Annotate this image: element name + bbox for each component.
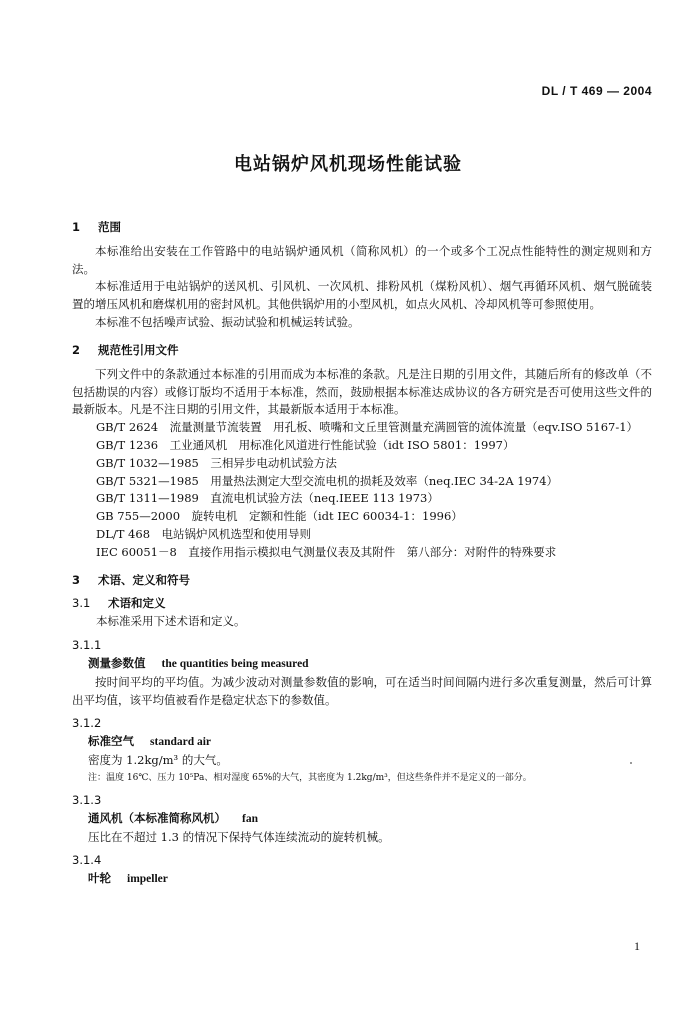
section-heading-normative: [72, 342, 652, 360]
subsection-heading: [72, 595, 652, 613]
reference-list: [72, 419, 652, 562]
scope-paragraph: 本标准不包括噪声试验、振动试验和机械运转试验。: [95, 315, 360, 330]
term-en: fan: [242, 812, 258, 825]
term-note: 注：温度 16℃、压力 10⁵Pa、相对湿度 65%的大气，其密度为 1.2kg/m³，但这些条件并不是定义的一部分。: [88, 772, 532, 783]
reference-item: GB 755—2000 旋转电机 定额和性能（idt IEC 60034-1：1996）: [96, 509, 463, 524]
section-number: 1: [72, 220, 81, 234]
page-number: 1: [634, 939, 640, 953]
subsection-number: 3.1: [72, 596, 91, 611]
term-title: [72, 655, 652, 674]
standard-code: DL / T 469 — 2004: [541, 84, 652, 98]
section-title: 范围: [98, 220, 122, 234]
term-en: the quantities being measured: [161, 657, 309, 670]
term-definition: 按时间平均的平均值。为减少波动对测量参数值的影响，可在适当时间间隔内进行多次重复测量，然后可计算出平均值，该平均值被看作是稳定状态下的参数值。: [72, 674, 652, 707]
subsection-text: 本标准采用下述术语和定义。: [96, 614, 246, 629]
term-zh: 通风机（本标准简称风机）: [88, 810, 226, 825]
scope-paragraph: 本标准给出安装在工作管路中的电站锅炉通风机（简称风机）的一个或多个工况点性能特性的测定规则和方法。: [72, 243, 652, 276]
term-definition: 密度为 1.2kg/m³ 的大气。: [88, 752, 228, 767]
normative-intro: 下列文件中的条款通过本标准的引用而成为本标准的条款。凡是注日期的引用文件，其随后所有的修改单（不包括勘误的内容）或修订版均不适用于本标准，然而，鼓励根据本标准达成协议的各方研究是否可使用这些文件的最新版本。凡是不注日期的引用文件，其最新版本适用于本标准。: [72, 366, 652, 417]
term-zh: 叶轮: [88, 871, 111, 886]
term-definition: 压比在不超过 1.3 的情况下保持气体连续流动的旋转机械。: [88, 829, 390, 844]
reference-item: GB/T 2624 流量测量节流装置 用孔板、喷嘴和文丘里管测量充满圆管的流体流量（eqv.ISO 5167-1）: [96, 420, 639, 435]
section-heading-terms: [72, 572, 652, 590]
term-number: 3.1.2: [72, 716, 102, 731]
section-title: 规范性引用文件: [98, 342, 179, 357]
section-heading-scope: [72, 219, 652, 237]
term-title: [72, 810, 652, 829]
subsection-title: 术语和定义: [108, 596, 166, 611]
term-title: [72, 733, 652, 752]
reference-item: GB/T 1311—1989 直流电机试验方法（neq.IEEE 113 1973）: [96, 491, 439, 506]
term-zh: 测量参数值: [88, 655, 146, 670]
section-title: 术语、定义和符号: [98, 572, 191, 587]
term-number: 3.1.4: [72, 853, 102, 868]
scope-paragraph: 本标准适用于电站锅炉的送风机、引风机、一次风机、排粉风机（煤粉风机）、烟气再循环风机、烟气脱硫装置的增压风机和磨煤机用的密封风机。其他供锅炉用的小型风机，如点火风机、冷却风机等可参照使用。: [72, 279, 652, 312]
term-zh: 标准空气: [88, 734, 134, 749]
document-title: 电站锅炉风机现场性能试验: [234, 154, 462, 175]
scan-mark: [630, 762, 632, 764]
section-number: 2: [72, 342, 81, 357]
reference-item: IEC 60051－8 直接作用指示模拟电气测量仪表及其附件 第八部分：对附件的特殊要求: [96, 544, 557, 559]
term-en: standard air: [150, 736, 212, 749]
document-body: [72, 213, 652, 889]
term-number: 3.1.1: [72, 638, 102, 653]
term-title: [72, 870, 652, 889]
reference-item: GB/T 5321—1985 用量热法测定大型交流电机的损耗及效率（neq.IEC 34-2A 1974）: [96, 473, 559, 488]
reference-item: GB/T 1032—1985 三相异步电动机试验方法: [96, 455, 337, 470]
term-en: impeller: [127, 873, 168, 886]
reference-item: DL/T 468 电站锅炉风机选型和使用导则: [96, 527, 312, 541]
section-number: 3: [72, 572, 81, 587]
term-number: 3.1.3: [72, 792, 102, 807]
reference-item: GB/T 1236 工业通风机 用标准化风道进行性能试验（idt ISO 5801：1997）: [96, 437, 515, 452]
